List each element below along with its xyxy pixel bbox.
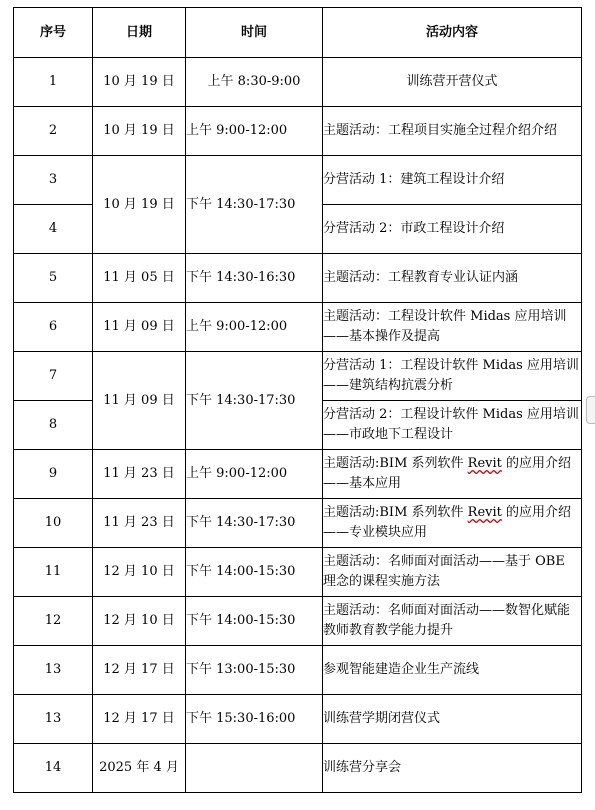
row-date: 11 月 23 日 <box>93 450 186 499</box>
row-no: 10 <box>14 499 93 548</box>
row-date: 10 月 19 日 <box>93 58 186 107</box>
row-activity: 训练营分享会 <box>323 744 582 793</box>
row-time: 下午 13:00-15:30 <box>186 646 323 695</box>
table-row <box>14 744 582 793</box>
row-no: 13 <box>14 695 93 744</box>
activity-text: 的应用介绍——专业模块应用 <box>323 505 572 540</box>
row-date: 2025 年 4 月 <box>93 744 186 793</box>
header-no: 序号 <box>14 8 93 58</box>
row-activity: 主题活动：名师面对面活动——基于 OBE 理念的课程实施方法 <box>323 548 582 597</box>
row-no: 9 <box>14 450 93 499</box>
header-time: 时间 <box>186 8 323 58</box>
row-activity: 主题活动：工程教育专业认证内涵 <box>323 254 582 303</box>
row-date: 11 月 05 日 <box>93 254 186 303</box>
spellcheck-underlined-word: Revit <box>467 505 502 520</box>
row-activity: 训练营学期闭营仪式 <box>323 695 582 744</box>
row-no: 1 <box>14 58 93 107</box>
row-activity: 分营活动 2：市政工程设计介绍 <box>323 205 582 254</box>
row-no: 14 <box>14 744 93 793</box>
table-row <box>14 597 582 646</box>
row-time: 上午 9:00-12:00 <box>186 303 323 352</box>
row-no: 6 <box>14 303 93 352</box>
row-activity: 训练营开营仪式 <box>323 58 582 107</box>
row-date: 12 月 10 日 <box>93 548 186 597</box>
table-row <box>14 254 582 303</box>
spellcheck-underlined-word: Revit <box>467 456 502 471</box>
row-time: 下午 14:30-17:30 <box>186 352 323 450</box>
row-time: 下午 15:30-16:00 <box>186 695 323 744</box>
header-row <box>14 8 582 58</box>
row-time: 下午 14:30-17:30 <box>186 499 323 548</box>
row-no: 11 <box>14 548 93 597</box>
row-activity: 参观智能建造企业生产流线 <box>323 646 582 695</box>
row-date: 12 月 17 日 <box>93 695 186 744</box>
row-no: 12 <box>14 597 93 646</box>
row-date: 12 月 17 日 <box>93 646 186 695</box>
row-no: 5 <box>14 254 93 303</box>
header-activity: 活动内容 <box>323 8 582 58</box>
table-row <box>14 303 582 352</box>
row-activity: 分营活动 2：工程设计软件 Midas 应用培训——市政地下工程设计 <box>323 401 582 450</box>
row-time: 上午 9:00-12:00 <box>186 107 323 156</box>
row-no: 13 <box>14 646 93 695</box>
row-time: 下午 14:00-15:30 <box>186 548 323 597</box>
row-date: 10 月 19 日 <box>93 107 186 156</box>
row-date: 11 月 09 日 <box>93 303 186 352</box>
header-date: 日期 <box>93 8 186 58</box>
row-date: 11 月 23 日 <box>93 499 186 548</box>
row-no: 7 <box>14 352 93 401</box>
row-activity: 主题活动：工程项目实施全过程介绍介绍 <box>323 107 582 156</box>
row-activity <box>323 499 582 548</box>
table-row <box>14 695 582 744</box>
activity-text: 主题活动:BIM 系列软件 <box>323 456 468 471</box>
table-row <box>14 156 582 205</box>
row-activity: 分营活动 1：工程设计软件 Midas 应用培训——建筑结构抗震分析 <box>323 352 582 401</box>
row-no: 3 <box>14 156 93 205</box>
table-row <box>14 58 582 107</box>
row-time <box>186 744 323 793</box>
activity-text: 的应用介绍——基本应用 <box>323 456 572 491</box>
row-date: 10 月 19 日 <box>93 156 186 254</box>
activity-text: 主题活动:BIM 系列软件 <box>323 505 468 520</box>
side-panel-tab[interactable] <box>586 396 595 424</box>
row-no: 8 <box>14 401 93 450</box>
row-date: 12 月 10 日 <box>93 597 186 646</box>
row-time: 上午 9:00-12:00 <box>186 450 323 499</box>
table-row <box>14 450 582 499</box>
table-row <box>14 646 582 695</box>
row-activity: 分营活动 1：建筑工程设计介绍 <box>323 156 582 205</box>
table-row <box>14 107 582 156</box>
row-activity: 主题活动：工程设计软件 Midas 应用培训——基本操作及提高 <box>323 303 582 352</box>
row-activity: 主题活动：名师面对面活动——数智化赋能教师教育教学能力提升 <box>323 597 582 646</box>
row-no: 4 <box>14 205 93 254</box>
row-activity <box>323 450 582 499</box>
row-date: 11 月 09 日 <box>93 352 186 450</box>
row-no: 2 <box>14 107 93 156</box>
row-time: 下午 14:00-15:30 <box>186 597 323 646</box>
row-time: 下午 14:30-17:30 <box>186 156 323 254</box>
row-time: 上午 8:30-9:00 <box>186 58 323 107</box>
table-row <box>14 548 582 597</box>
row-time: 下午 14:30-16:30 <box>186 254 323 303</box>
schedule-table <box>13 7 582 793</box>
table-row <box>14 499 582 548</box>
table-row <box>14 352 582 401</box>
